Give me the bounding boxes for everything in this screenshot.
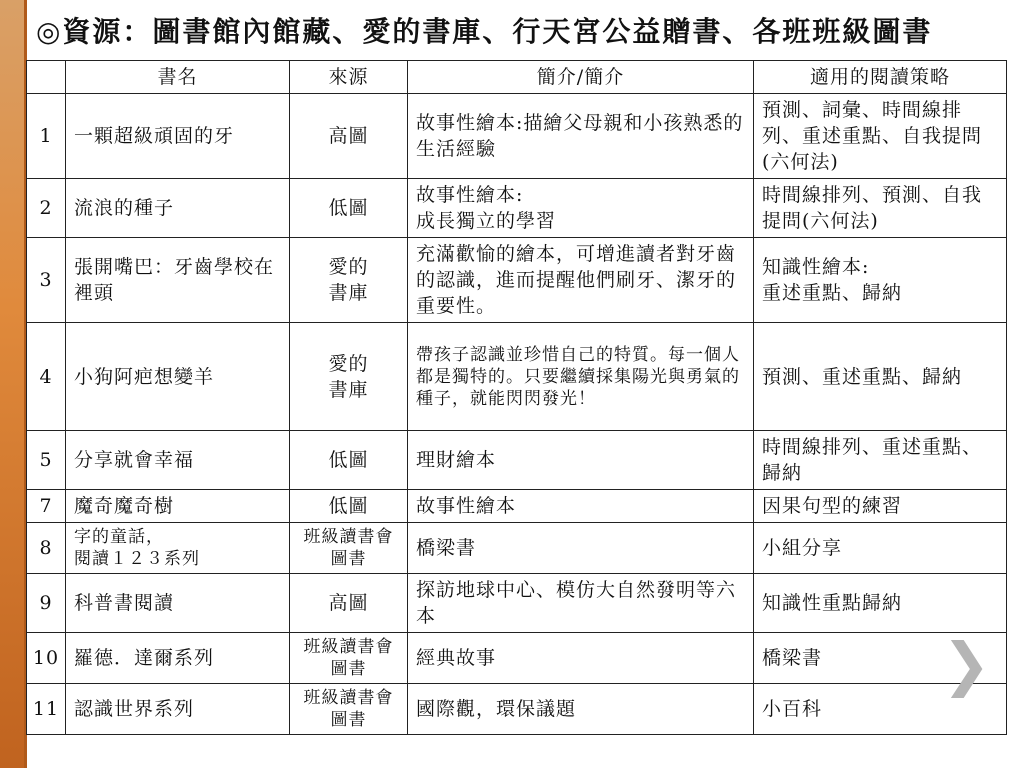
side-accent-bar bbox=[0, 0, 24, 768]
source-cell: 低圖 bbox=[290, 431, 408, 490]
table-header-row bbox=[27, 61, 1007, 94]
source-cell: 低圖 bbox=[290, 179, 408, 238]
strategy-cell: 時間線排列、預測、自我提問(六何法) bbox=[754, 179, 1007, 238]
row-number: 2 bbox=[27, 179, 66, 238]
table-row bbox=[27, 431, 1007, 490]
table-row bbox=[27, 574, 1007, 633]
source-cell: 高圖 bbox=[290, 574, 408, 633]
table-row bbox=[27, 684, 1007, 735]
intro-cell: 國際觀，環保議題 bbox=[408, 684, 754, 735]
book-name-cell: 字的童話， 閱讀１２３系列 bbox=[66, 523, 290, 574]
strategy-cell: 預測、詞彙、時間線排列、重述重點、自我提問(六何法) bbox=[754, 94, 1007, 179]
source-cell: 高圖 bbox=[290, 94, 408, 179]
book-name-cell: 小狗阿疤想變羊 bbox=[66, 323, 290, 431]
header-num bbox=[27, 61, 66, 94]
book-name-cell: 分享就會幸福 bbox=[66, 431, 290, 490]
book-name-cell: 認識世界系列 bbox=[66, 684, 290, 735]
table-row bbox=[27, 323, 1007, 431]
intro-cell: 理財繪本 bbox=[408, 431, 754, 490]
strategy-cell: 因果句型的練習 bbox=[754, 490, 1007, 523]
row-number: 7 bbox=[27, 490, 66, 523]
table-row bbox=[27, 179, 1007, 238]
header-strategy: 適用的閱讀策略 bbox=[754, 61, 1007, 94]
intro-cell: 探訪地球中心、模仿大自然發明等六本 bbox=[408, 574, 754, 633]
next-arrow-icon[interactable]: ❯ bbox=[942, 630, 991, 698]
row-number: 10 bbox=[27, 633, 66, 684]
strategy-cell: 橋梁書 bbox=[754, 633, 1007, 684]
row-number: 11 bbox=[27, 684, 66, 735]
table-row bbox=[27, 490, 1007, 523]
strategy-cell: 知識性重點歸納 bbox=[754, 574, 1007, 633]
table-row bbox=[27, 633, 1007, 684]
source-cell: 班級讀書會圖書 bbox=[290, 523, 408, 574]
book-name-cell: 科普書閱讀 bbox=[66, 574, 290, 633]
source-cell: 低圖 bbox=[290, 490, 408, 523]
intro-cell: 故事性繪本: 成長獨立的學習 bbox=[408, 179, 754, 238]
book-name-cell: 流浪的種子 bbox=[66, 179, 290, 238]
source-cell: 班級讀書會圖書 bbox=[290, 684, 408, 735]
strategy-cell: 預測、重述重點、歸納 bbox=[754, 323, 1007, 431]
row-number: 8 bbox=[27, 523, 66, 574]
table-row bbox=[27, 94, 1007, 179]
source-cell: 愛的 書庫 bbox=[290, 238, 408, 323]
resource-table bbox=[26, 60, 1007, 735]
intro-cell: 故事性繪本 bbox=[408, 490, 754, 523]
header-book-name: 書名 bbox=[66, 61, 290, 94]
intro-cell: 橋梁書 bbox=[408, 523, 754, 574]
header-source: 來源 bbox=[290, 61, 408, 94]
row-number: 9 bbox=[27, 574, 66, 633]
source-cell: 愛的 書庫 bbox=[290, 323, 408, 431]
book-name-cell: 張開嘴巴：牙齒學校在裡頭 bbox=[66, 238, 290, 323]
header-intro: 簡介/簡介 bbox=[408, 61, 754, 94]
intro-cell: 帶孩子認識並珍惜自己的特質。每一個人都是獨特的。只要繼續採集陽光與勇氣的種子，就能閃閃發光！ bbox=[408, 323, 754, 431]
table-row bbox=[27, 523, 1007, 574]
slide-title: ◎資源：圖書館內館藏、愛的書庫、行天宮公益贈書、各班班級圖書 bbox=[36, 15, 933, 48]
strategy-cell: 小組分享 bbox=[754, 523, 1007, 574]
book-name-cell: 魔奇魔奇樹 bbox=[66, 490, 290, 523]
row-number: 4 bbox=[27, 323, 66, 431]
strategy-cell: 時間線排列、重述重點、歸納 bbox=[754, 431, 1007, 490]
strategy-cell: 小百科 bbox=[754, 684, 1007, 735]
row-number: 3 bbox=[27, 238, 66, 323]
book-name-cell: 一顆超級頑固的牙 bbox=[66, 94, 290, 179]
strategy-cell: 知識性繪本: 重述重點、歸納 bbox=[754, 238, 1007, 323]
source-cell: 班級讀書會圖書 bbox=[290, 633, 408, 684]
intro-cell: 故事性繪本:描繪父母親和小孩熟悉的生活經驗 bbox=[408, 94, 754, 179]
table-row bbox=[27, 238, 1007, 323]
row-number: 5 bbox=[27, 431, 66, 490]
book-name-cell: 羅德．達爾系列 bbox=[66, 633, 290, 684]
row-number: 1 bbox=[27, 94, 66, 179]
intro-cell: 充滿歡愉的繪本，可增進讀者對牙齒的認識，進而提醒他們刷牙、潔牙的重要性。 bbox=[408, 238, 754, 323]
intro-cell: 經典故事 bbox=[408, 633, 754, 684]
